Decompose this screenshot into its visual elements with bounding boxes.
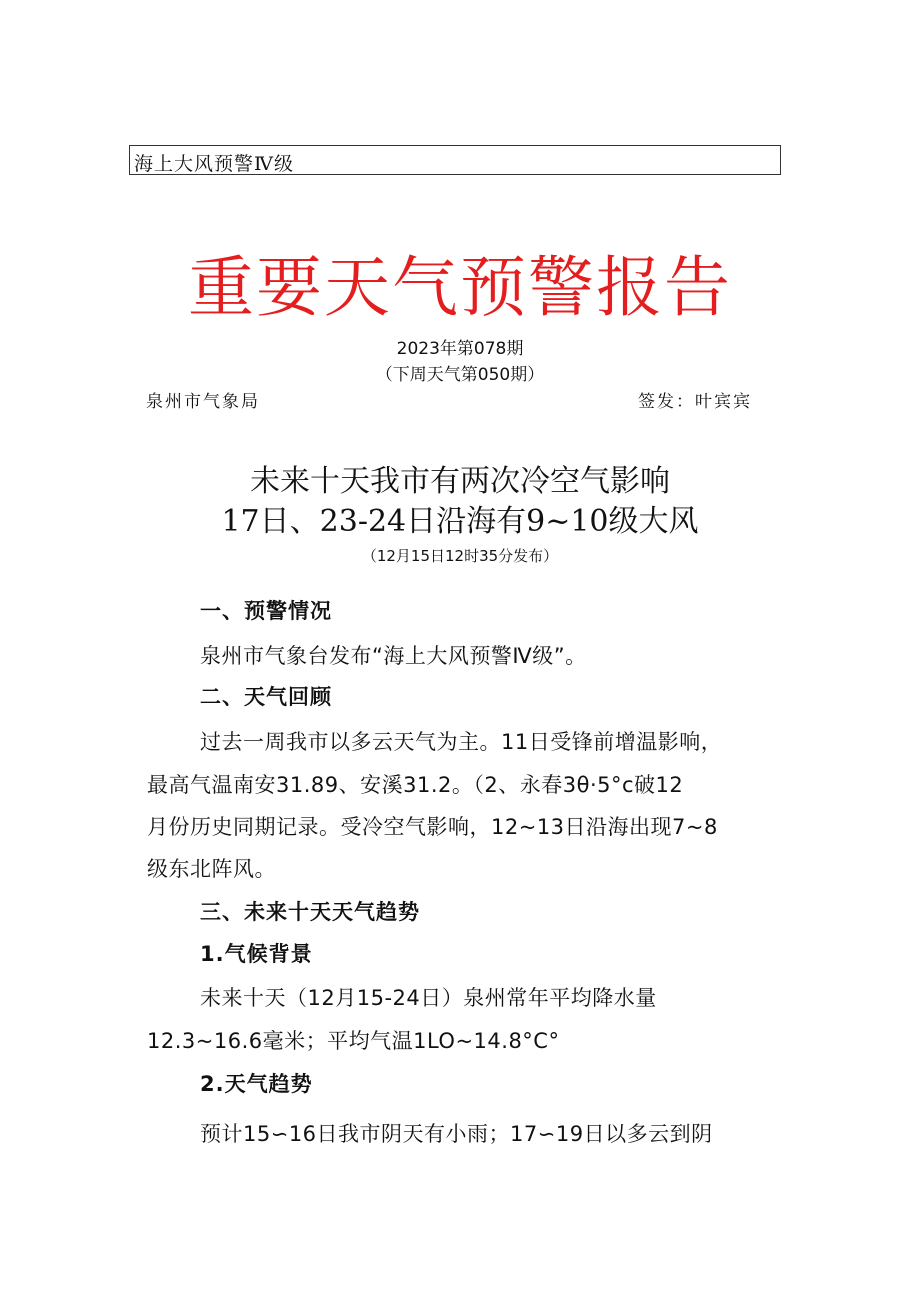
issuer: 泉州市气象局 [146, 392, 260, 412]
subsection-3-1-line: 12.3~16.6毫米；平均气温1LO~14.8°C° [147, 1029, 560, 1053]
report-title: 重要天气预警报告 [188, 249, 732, 326]
signer: 签发：叶宾宾 [638, 392, 752, 412]
release-time: （12月15日12时35分发布） [361, 547, 559, 565]
subsection-3-1-title: 1.气候背景 [200, 942, 313, 966]
section-2-title: 二、天气回顾 [200, 685, 332, 709]
section-1-title: 一、预警情况 [200, 599, 332, 623]
section-2-line: 月份历史同期记录。受冷空气影响，12~13日沿海出现7~8 [147, 815, 718, 839]
section-2-line: 最高气温南安31.89、安溪31.2。（2、永春3θ·5°c破12 [147, 773, 684, 797]
section-1-text: 泉州市气象台发布“海上大风预警Ⅳ级”。 [200, 644, 587, 668]
section-3-title: 三、未来十天天气趋势 [200, 900, 420, 924]
subsection-3-2-line: 预计15∽16日我市阴天有小雨；17∽19日以多云到阴 [200, 1122, 713, 1146]
section-2-line: 过去一周我市以多云天气为主。11日受锋前增温影响， [200, 730, 723, 754]
issue-number: 2023年第078期 [396, 339, 524, 359]
subsection-3-1-line: 未来十天（12月15-24日）泉州常年平均降水量 [200, 986, 657, 1010]
warning-level-text: 海上大风预警Ⅳ级 [134, 153, 294, 175]
subsection-3-2-title: 2.天气趋势 [200, 1072, 313, 1096]
warning-level-box [129, 145, 781, 175]
weekly-issue-number: （下周天气第050期） [375, 365, 545, 385]
headline-line-2: 17日、23-24日沿海有9~10级大风 [221, 504, 699, 539]
headline-line-1: 未来十天我市有两次冷空气影响 [250, 464, 670, 499]
section-2-line: 级东北阵风。 [147, 857, 276, 881]
